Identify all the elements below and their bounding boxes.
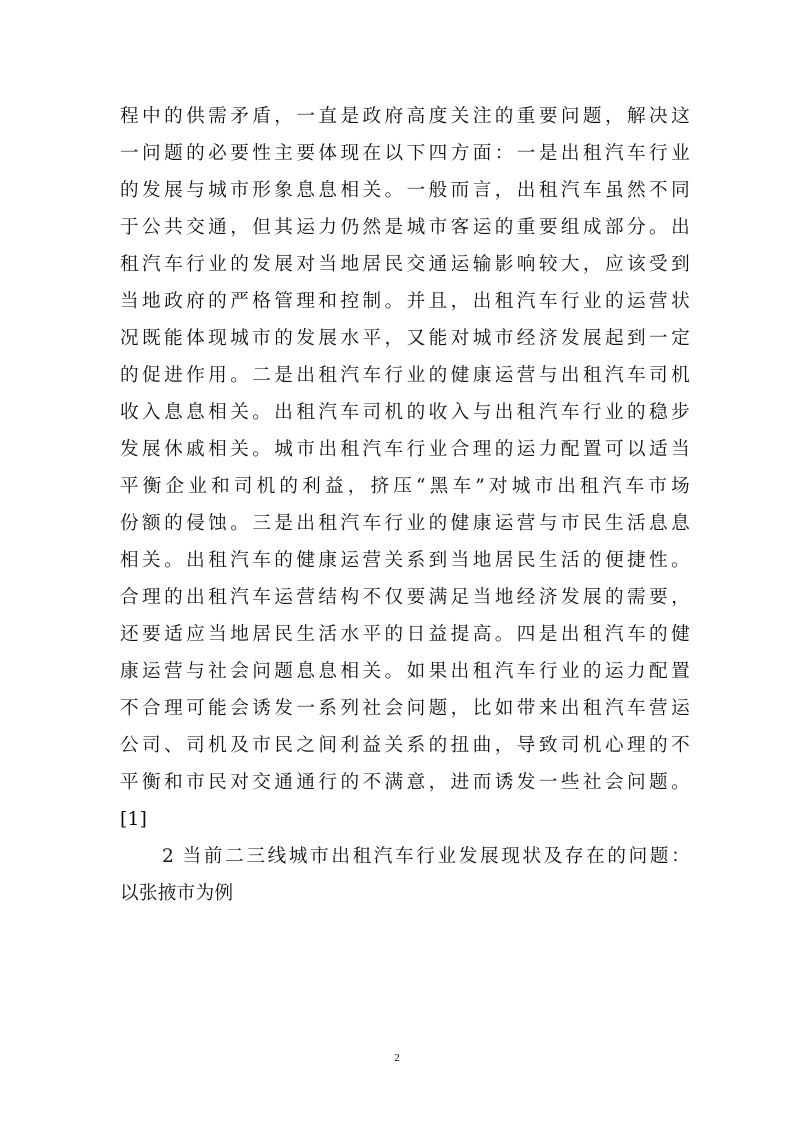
- paragraph-line: 一问题的必要性主要体现在以下四方面：一是出租汽车行业: [120, 143, 690, 164]
- paragraph-line: 的发展与城市形象息息相关。一般而言，出租汽车虽然不同: [120, 180, 690, 201]
- paragraph-line: 相关。出租汽车的健康运营关系到当地居民生活的便捷性。: [120, 550, 690, 571]
- paragraph-line: 还要适应当地居民生活水平的日益提高。四是出租汽车的健: [120, 624, 690, 645]
- paragraph-line: 程中的供需矛盾，一直是政府高度关注的重要问题，解决这: [120, 106, 690, 127]
- paragraph-line: 份额的侵蚀。三是出租汽车行业的健康运营与市民生活息息: [120, 513, 690, 534]
- paragraph-line: 公司、司机及市民之间利益关系的扭曲，导致司机心理的不: [120, 735, 690, 756]
- paragraph-line: 平衡企业和司机的利益，挤压“黑车”对城市出租汽车市场: [120, 476, 690, 497]
- paragraph-line: 于公共交通，但其运力仍然是城市客运的重要组成部分。出: [120, 217, 690, 238]
- body-text: [120, 98, 690, 912]
- paragraph-line: 不合理可能会诱发一系列社会问题，比如带来出租汽车营运: [120, 698, 690, 719]
- paragraph-line: 的促进作用。二是出租汽车行业的健康运营与出租汽车司机: [120, 365, 690, 386]
- paragraph-line: 合理的出租汽车运营结构不仅要满足当地经济发展的需要，: [120, 587, 690, 608]
- paragraph-line: 平衡和市民对交通通行的不满意，进而诱发一些社会问题。: [120, 772, 690, 793]
- section-heading-continuation: 以张掖市为例: [120, 883, 234, 904]
- paragraph-line: 康运营与社会问题息息相关。如果出租汽车行业的运力配置: [120, 661, 690, 682]
- paragraph-line: 况既能体现城市的发展水平，又能对城市经济发展起到一定: [120, 328, 690, 349]
- paragraph-line: 当地政府的严格管理和控制。并且，出租汽车行业的运营状: [120, 291, 690, 312]
- paragraph-line: 收入息息相关。出租汽车司机的收入与出租汽车行业的稳步: [120, 402, 690, 423]
- page-number: 2: [394, 1052, 400, 1064]
- paragraph-line: 发展休戚相关。城市出租汽车行业合理的运力配置可以适当: [120, 439, 690, 460]
- paragraph-line: 租汽车行业的发展对当地居民交通运输影响较大，应该受到: [120, 254, 690, 275]
- section-heading: 2 当前二三线城市出租汽车行业发展现状及存在的问题：: [162, 846, 690, 867]
- citation-reference: [1]: [120, 809, 148, 830]
